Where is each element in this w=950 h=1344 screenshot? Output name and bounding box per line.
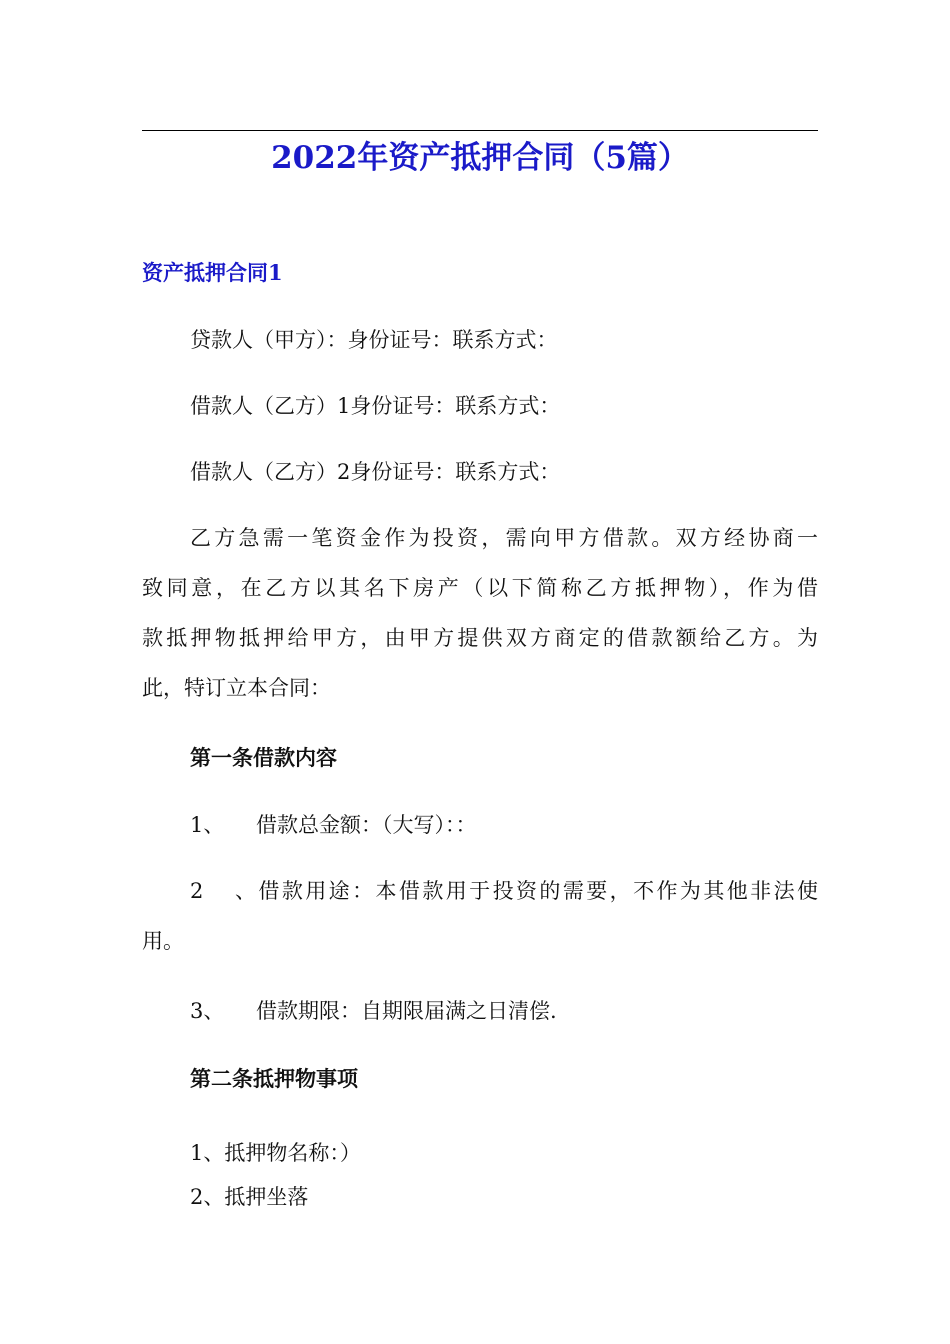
intro-line-1: 乙方急需一笔资金作为投资，需向甲方借款。双方经协商一 [190,526,818,550]
item-number: 1、 [190,813,225,837]
item-text: 借款用途：本借款用于投资的需要，不作为其他非法使 [256,879,818,903]
item-number: 2、 [190,879,256,903]
article-1-item-2 [190,876,818,906]
item-text: 借款总金额：（大写）：： [256,813,477,837]
party-borrower-1: 借款人（乙方）1身份证号：联系方式： [190,394,561,418]
article-2-item-1: 1、抵押物名称：） [190,1141,361,1165]
item-number: 3、 [190,999,225,1023]
intro-line-2: 致同意，在乙方以其名下房产（以下简称乙方抵押物），作为借 [142,576,818,600]
article-1-item-1 [190,810,477,840]
article-1-item-3 [190,996,557,1026]
article-2-heading: 第二条抵押物事项 [190,1066,358,1091]
intro-line-4: 此，特订立本合同： [142,676,331,700]
document-title: 2022年资产抵押合同（5篇） [271,140,689,176]
article-1-item-2-continuation: 用。 [142,929,184,953]
party-lender: 贷款人（甲方）：身份证号：联系方式： [190,328,558,352]
intro-line-3: 款抵押物抵押给甲方，由甲方提供双方商定的借款额给乙方。为 [142,626,818,650]
header-rule [142,130,818,131]
item-text: 借款期限：自期限届满之日清偿. [256,999,557,1023]
article-1-heading: 第一条借款内容 [190,745,337,770]
section-title: 资产抵押合同1 [142,260,283,285]
party-borrower-2: 借款人（乙方）2身份证号：联系方式： [190,460,561,484]
article-2-item-2: 2、抵押坐落 [190,1185,309,1209]
